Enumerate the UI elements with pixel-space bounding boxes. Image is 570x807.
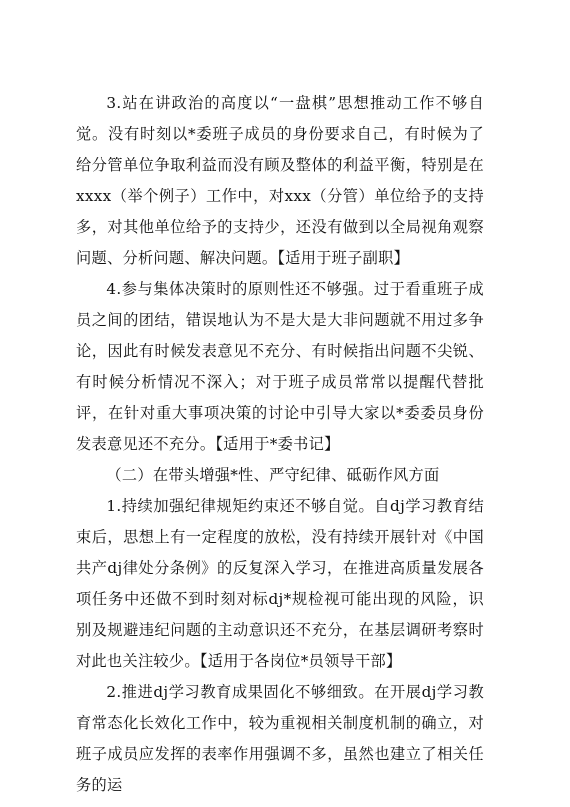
paragraph-4-collective-decision: 4.参与集体决策时的原则性还不够强。过于看重班子成员之间的团结，错误地认为不是大是大非问题就不用过多争论，因此有时候发表意见不充分、有时候指出问题不尖锐、有时候分析情况不深入；对于班子成员常常以提醒代替批评，在针对重大事项决策的讨论中引导大家以*委委员身份发表意见还不充分。【适用于*委书记】 bbox=[76, 280, 484, 453]
paragraph-2-education-results: 2.推进dj学习教育成果固化不够细致。在开展dj学习教育常态化长效化工作中，较为重视相关制度机制的确立，对班子成员应发挥的表率作用强调不多，虽然也建立了相关任务的运 bbox=[76, 683, 484, 794]
section-heading-2: （二）在带头增强*性、严守纪律、砥砺作风方面 bbox=[106, 466, 440, 484]
paragraph-3-political-height: 3.站在讲政治的高度以“一盘棋”思想推动工作不够自觉。没有时刻以*委班子成员的身份要求自己，有时候为了给分管单位争取利益而没有顾及整体的利益平衡，特别是在xxxx（举个例子）工作中，对xxx（分管）单位给予的支持多，对其他单位给予的支持少，还没有做到以全局视角观察问题、分析问题、解决问题。【适用于班子副职】 bbox=[76, 94, 484, 267]
paragraph-1-discipline: 1.持续加强纪律规矩约束还不够自觉。自dj学习教育结束后，思想上有一定程度的放松，没有持续开展针对《中国共产dj律处分条例》的反复深入学习，在推进高质量发展各项任务中还做不到时刻对标dj*规检视可能出现的风险，识别及规避违纪问题的主动意识还不充分，在基层调研考察时对此也关注较少。【适用于各岗位*员领导干部】 bbox=[76, 497, 484, 670]
